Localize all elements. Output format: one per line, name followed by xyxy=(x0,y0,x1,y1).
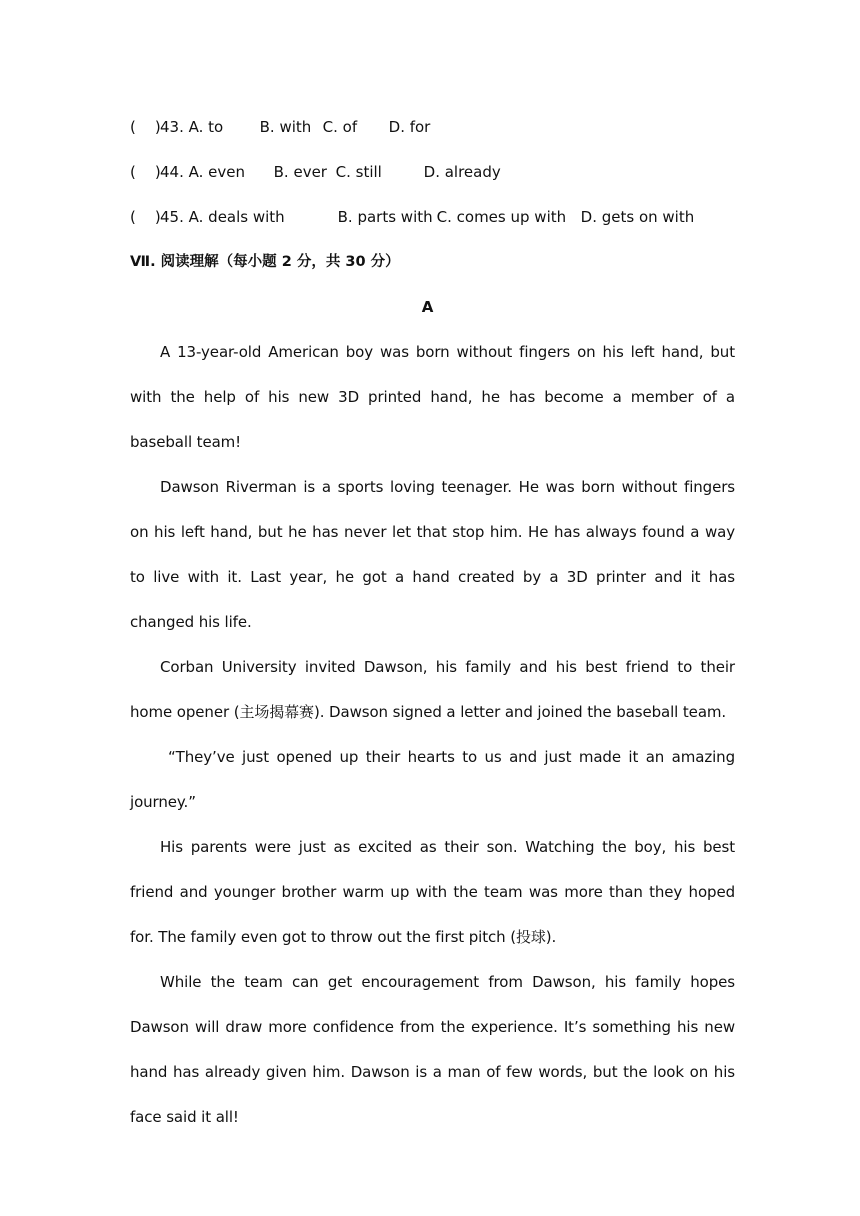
option-d: D. gets on with xyxy=(580,208,695,226)
option-a: A. to xyxy=(188,118,224,136)
paragraph-3: Corban University invited Dawson, his family and his best friend to their home opener (主场揭幕赛). Dawson signed a letter and joined the baseball team. xyxy=(130,658,735,721)
paragraph-4-quote: “They’ve just opened up their hearts to us and just made it an amazing journey.” xyxy=(130,748,735,811)
paragraph-2: Dawson Riverman is a sports loving teenager. He was born without fingers on his left hand, but he has never let that stop him. He has always found a way to live with it. Last year, he got a hand created by a 3D printer and it has changed his life. xyxy=(130,478,735,631)
paragraph-6: While the team can get encouragement from Dawson, his family hopes Dawson will draw more confidence from the experience. It’s something his new hand has already given him. Dawson is a man of few words, but the look on his face said it all! xyxy=(130,973,735,1126)
option-b: B. parts with xyxy=(337,208,433,226)
answer-blank: ( ) xyxy=(130,118,161,136)
question-44 xyxy=(130,150,735,195)
page-content xyxy=(130,105,735,1140)
option-a: A. deals with xyxy=(188,208,285,226)
question-number: 44. xyxy=(160,163,184,181)
option-d: D. already xyxy=(423,163,501,181)
answer-blank: ( ) xyxy=(130,163,161,181)
passage-title: A xyxy=(421,298,434,316)
option-b: B. ever xyxy=(273,163,327,181)
answer-blank: ( ) xyxy=(130,208,161,226)
option-a: A. even xyxy=(188,163,246,181)
section-heading: Ⅶ. 阅读理解（每小题 2 分，共 30 分） xyxy=(130,254,400,270)
question-43 xyxy=(130,105,735,150)
question-number: 45. xyxy=(160,208,184,226)
option-d: D. for xyxy=(388,118,431,136)
paragraph-1: A 13-year-old American boy was born without fingers on his left hand, but with the help of his new 3D printed hand, he has become a member of a baseball team! xyxy=(130,343,735,451)
option-c: C. still xyxy=(335,163,382,181)
paragraph-5: His parents were just as excited as their son. Watching the boy, his best friend and younger brother warm up with the team was more than they hoped for. The family even got to throw out the first pitch (投球). xyxy=(130,838,735,946)
option-b: B. with xyxy=(259,118,312,136)
option-c: C. of xyxy=(322,118,358,136)
option-c: C. comes up with xyxy=(436,208,567,226)
question-number: 43. xyxy=(160,118,184,136)
question-45 xyxy=(130,195,735,240)
